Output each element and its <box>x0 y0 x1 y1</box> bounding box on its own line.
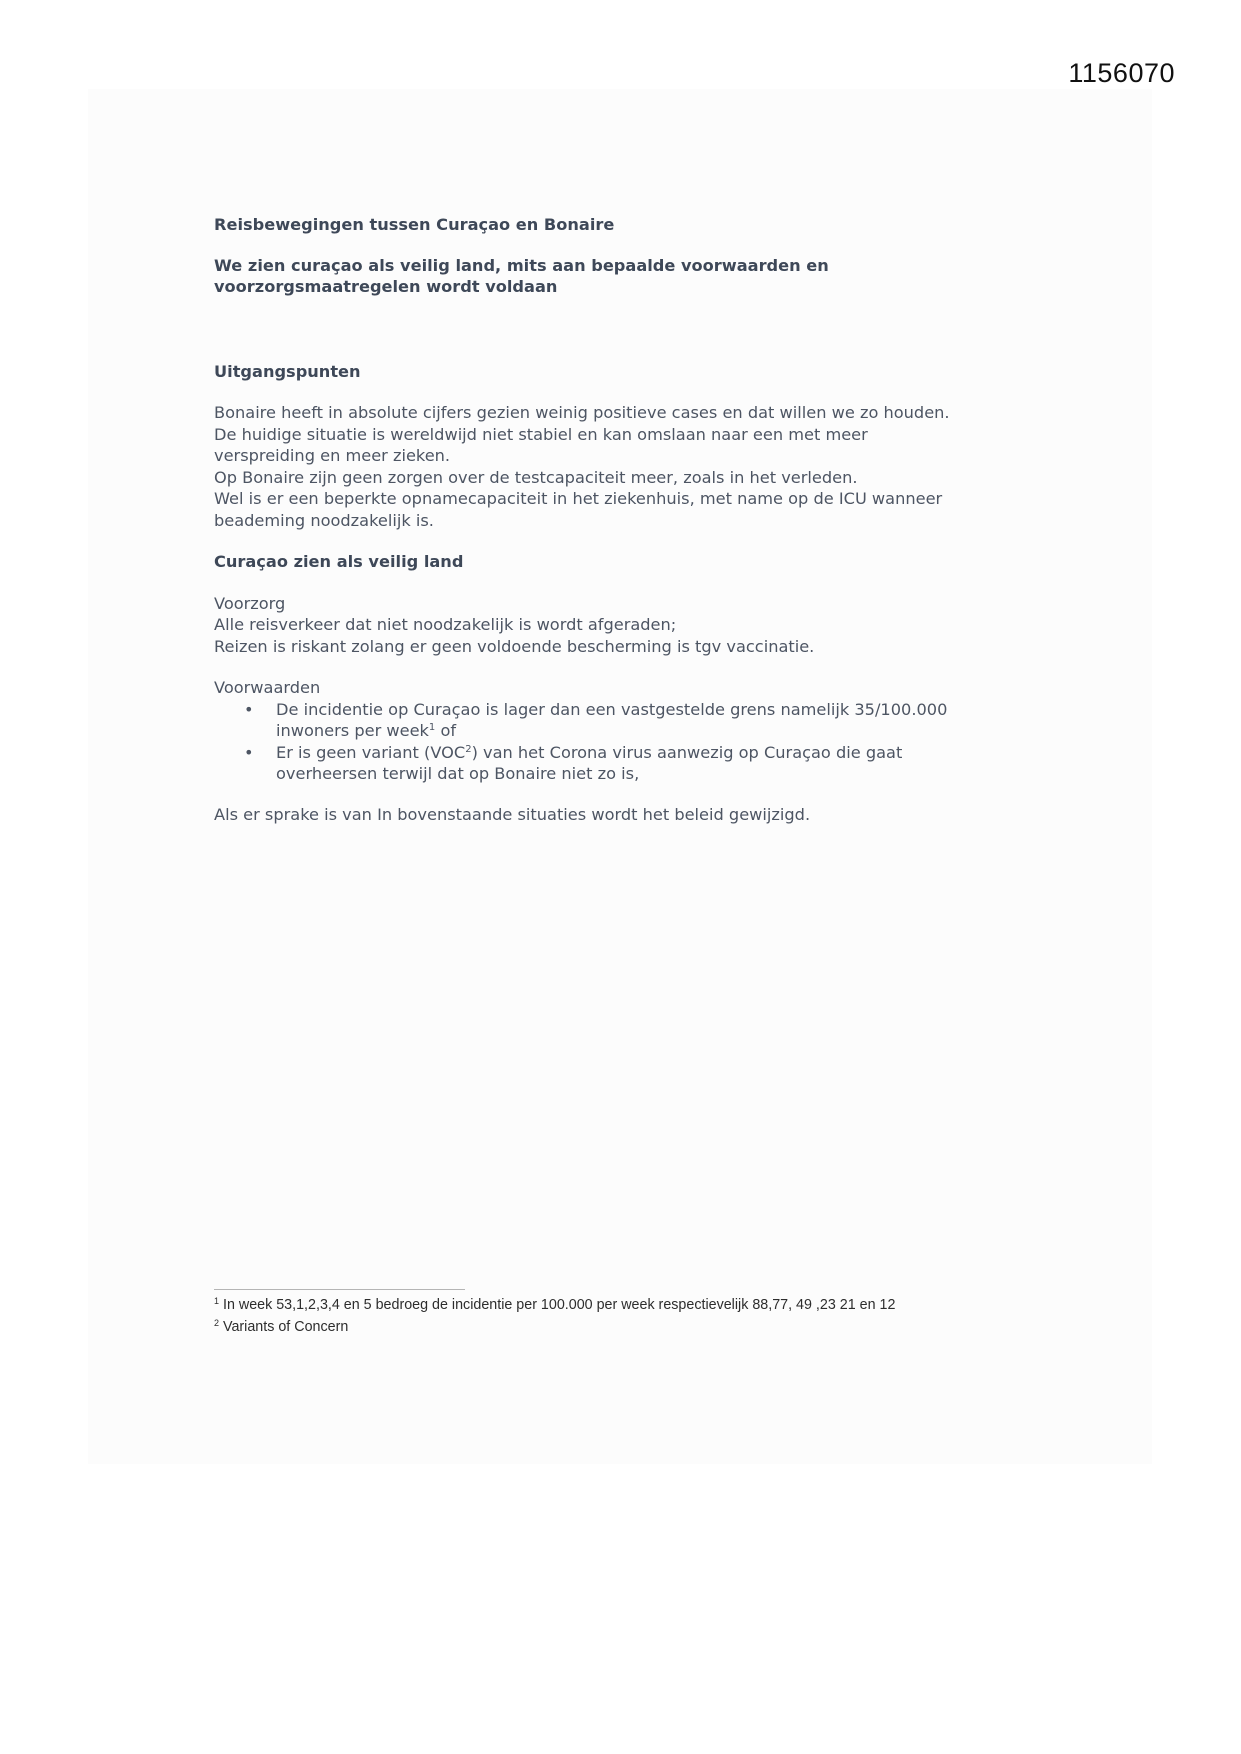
paragraph-line: Bonaire heeft in absolute cijfers gezien weinig positieve cases en dat willen we zo houden. <box>214 403 950 422</box>
voorzorg-block <box>214 593 1034 658</box>
bullet-icon: • <box>244 699 254 719</box>
footnote-marker: 1 <box>214 1296 220 1306</box>
voorwaarden-label: Voorwaarden <box>214 678 321 697</box>
paragraph-line: De huidige situatie is wereldwijd niet stabiel en kan omslaan naar een met meer <box>214 424 868 444</box>
footnote-marker: 2 <box>214 1317 220 1328</box>
voorzorg-line: Alle reisverkeer dat niet noodzakelijk is wordt afgeraden; <box>214 615 677 634</box>
footnote-ref-2[interactable]: 2 <box>465 743 472 755</box>
list-item-text: Er is geen variant (VOC$^2$) van het Corona virus aanwezig op Curaçao die gaat overheersen terwijl dat op Bonaire niet zo is, <box>276 742 903 783</box>
conclusion-text: Als er sprake is van In bovenstaande situaties wordt het beleid gewijzigd. <box>214 804 811 824</box>
footnote-text: In week 53,1,2,3,4 en 5 bedroeg de incidentie per 100.000 per week respectievelijk 88,77, 49 ,23 21 en 12 <box>219 1297 896 1313</box>
footnote-separator <box>214 1289 465 1290</box>
list-item <box>214 699 1034 742</box>
footnote-1 <box>214 1295 1014 1317</box>
voorwaarden-block <box>214 677 1034 785</box>
document-id: 1156070 <box>1068 58 1175 88</box>
paragraph-line: Op Bonaire zijn geen zorgen over de testcapaciteit meer, zoals in het verleden. <box>214 467 858 487</box>
footnote-text: Variants of Concern <box>219 1318 349 1335</box>
list-item-text: De incidentie op Curaçao is lager dan een vastgestelde grens namelijk 35/100.000 inwoners per week$^1$ of <box>276 699 948 740</box>
voorzorg-line: Reizen is riskant zolang er geen voldoende bescherming is tgv vaccinatie. <box>214 636 815 656</box>
footnotes <box>214 1295 1014 1338</box>
document-title: Reisbewegingen tussen Curaçao en Bonaire <box>214 215 615 234</box>
subtitle-line: We zien curaçao als veilig land, mits aan bepaalde voorwaarden en <box>214 255 829 275</box>
section-heading-veilig-land: Curaçao zien als veilig land <box>214 552 464 571</box>
bullet-icon: • <box>244 742 254 762</box>
voorzorg-label: Voorzorg <box>214 593 286 613</box>
paragraph-line: beademing noodzakelijk is. <box>214 510 434 530</box>
uitgangspunten-paragraph <box>214 402 1034 531</box>
voorwaarden-list <box>214 699 1034 785</box>
paragraph-line: verspreiding en meer zieken. <box>214 446 451 465</box>
paragraph-line: Wel is er een beperkte opnamecapaciteit in het ziekenhuis, met name op de ICU wanneer <box>214 489 943 508</box>
document-body <box>214 214 1034 825</box>
document-subtitle <box>214 255 1034 298</box>
footnote-2 <box>214 1317 1014 1339</box>
footnote-ref-1[interactable]: 1 <box>428 722 436 733</box>
list-item <box>214 742 1034 785</box>
section-heading-uitgangspunten: Uitgangspunten <box>214 361 361 381</box>
subtitle-line: voorzorgsmaatregelen wordt voldaan <box>214 277 558 296</box>
